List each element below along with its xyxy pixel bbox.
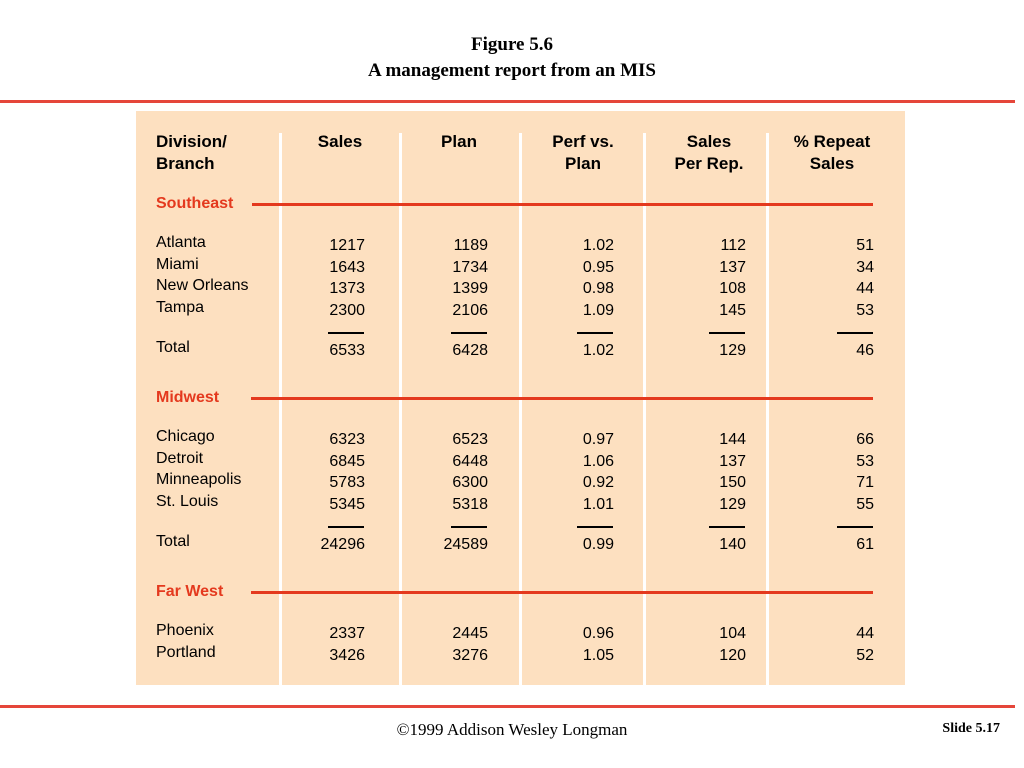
header-line: Division/ (156, 132, 227, 151)
branch-name: Tampa (156, 298, 205, 316)
table-cell: 6323 (329, 431, 365, 448)
table-cell: 3426 (329, 646, 365, 664)
table-cell: 0.95 (582, 258, 614, 276)
header-line: % Repeat (793, 132, 871, 151)
table-cell: 150 (719, 474, 746, 491)
header-line: Per Rep. (674, 154, 744, 173)
total-cell: 129 (719, 342, 746, 359)
table-cell: 0.98 (582, 280, 614, 297)
branch-name: Miami (156, 255, 199, 273)
total-underline (709, 526, 745, 528)
total-cell: 46 (856, 342, 874, 359)
section-label: Southeast (156, 195, 234, 212)
slide-title (0, 32, 1024, 84)
column-separator (643, 133, 646, 685)
table-cell: 1.01 (582, 495, 614, 513)
total-underline (709, 332, 745, 334)
table-cell: 52 (856, 646, 874, 664)
table-cell: 1643 (329, 258, 365, 276)
table-cell: 0.92 (582, 474, 614, 491)
table-cell: 2445 (452, 625, 488, 642)
total-cell: 24589 (443, 536, 488, 553)
table-cell: 1734 (452, 258, 488, 276)
top-divider (0, 100, 1015, 103)
table-cell: 5318 (452, 495, 488, 513)
table-cell: 1.02 (582, 237, 614, 254)
total-underline (577, 526, 613, 528)
total-cell: 6428 (452, 342, 488, 359)
table-cell: 6845 (329, 452, 365, 470)
column-header (649, 131, 769, 175)
header-line: Plan (441, 132, 477, 151)
table-cell: 1399 (452, 280, 488, 297)
table-cell: 44 (856, 625, 874, 642)
table-cell: 0.96 (582, 625, 614, 642)
table-cell: 137 (719, 258, 746, 276)
table-cell: 145 (719, 301, 746, 319)
table-cell: 66 (856, 431, 874, 448)
column-separator (399, 133, 402, 685)
table-cell: 144 (719, 431, 746, 448)
total-cell: 1.02 (582, 342, 614, 359)
header-line: Perf vs. (552, 132, 614, 151)
column-separator (766, 133, 769, 685)
management-report-table (136, 111, 905, 685)
header-line: Plan (565, 154, 601, 173)
total-underline (837, 332, 873, 334)
table-cell: 2106 (452, 301, 488, 319)
table-cell: 129 (719, 495, 746, 513)
table-cell: 112 (720, 237, 746, 254)
table-cell: 53 (856, 301, 874, 319)
table-cell: 2300 (329, 301, 365, 319)
table-cell: 120 (719, 646, 746, 664)
branch-name: Atlanta (156, 234, 206, 251)
table-cell: 2337 (329, 625, 365, 642)
total-label: Total (156, 533, 190, 550)
header-line: Sales (809, 154, 855, 173)
section-label: Far West (156, 583, 224, 600)
total-cell: 61 (856, 536, 874, 553)
total-cell: 6533 (329, 342, 365, 359)
table-cell: 6523 (452, 431, 488, 448)
table-cell: 3276 (452, 646, 488, 664)
table-cell: 53 (856, 452, 874, 470)
slide-number: Slide 5.17 (942, 721, 1000, 736)
total-cell: 24296 (320, 536, 365, 553)
header-division-branch (156, 131, 227, 175)
column-separator (279, 133, 282, 685)
copyright-text: ©1999 Addison Wesley Longman (396, 720, 628, 739)
table-cell: 6300 (452, 474, 488, 491)
branch-name: New Orleans (156, 277, 249, 294)
table-cell: 5783 (329, 474, 365, 491)
table-cell: 55 (856, 495, 874, 513)
total-cell: 140 (719, 536, 746, 553)
branch-name: Detroit (156, 449, 204, 467)
column-header (280, 131, 400, 153)
table-cell: 6448 (452, 452, 488, 470)
table-cell: 137 (719, 452, 746, 470)
table-cell: 1217 (329, 237, 365, 254)
header-line: Branch (156, 154, 215, 173)
header-line: Sales (686, 132, 732, 151)
column-header (772, 131, 892, 175)
total-underline (451, 332, 487, 334)
table-cell: 0.97 (582, 431, 614, 448)
figure-caption: A management report from an MIS (368, 60, 656, 81)
branch-name: Minneapolis (156, 471, 242, 488)
section-divider-line (252, 203, 873, 206)
section-label: Midwest (156, 389, 220, 406)
table-cell: 1.06 (582, 452, 614, 470)
branch-name: Phoenix (156, 622, 214, 639)
branch-name: Chicago (156, 428, 215, 445)
total-label: Total (156, 339, 190, 356)
table-cell: 1189 (453, 237, 488, 254)
table-cell: 1.09 (582, 301, 614, 319)
header-line: Sales (317, 132, 363, 151)
total-cell: 0.99 (582, 536, 614, 553)
table-cell: 1.05 (582, 646, 614, 664)
section-divider-line (251, 397, 873, 400)
table-cell: 108 (719, 280, 746, 297)
column-separator (519, 133, 522, 685)
table-cell: 71 (856, 474, 874, 491)
total-underline (837, 526, 873, 528)
table-cell: 34 (856, 258, 874, 276)
bottom-divider (0, 705, 1015, 708)
column-header (399, 131, 519, 153)
table-cell: 104 (719, 625, 746, 642)
total-underline (577, 332, 613, 334)
figure-number: Figure 5.6 (471, 34, 553, 55)
column-header (523, 131, 643, 175)
table-cell: 5345 (329, 495, 365, 513)
branch-name: Portland (156, 643, 216, 661)
total-underline (328, 526, 364, 528)
branch-name: St. Louis (156, 492, 219, 510)
table-cell: 44 (856, 280, 874, 297)
total-underline (328, 332, 364, 334)
table-cell: 1373 (329, 280, 365, 297)
table-cell: 51 (856, 237, 874, 254)
section-divider-line (251, 591, 873, 594)
total-underline (451, 526, 487, 528)
